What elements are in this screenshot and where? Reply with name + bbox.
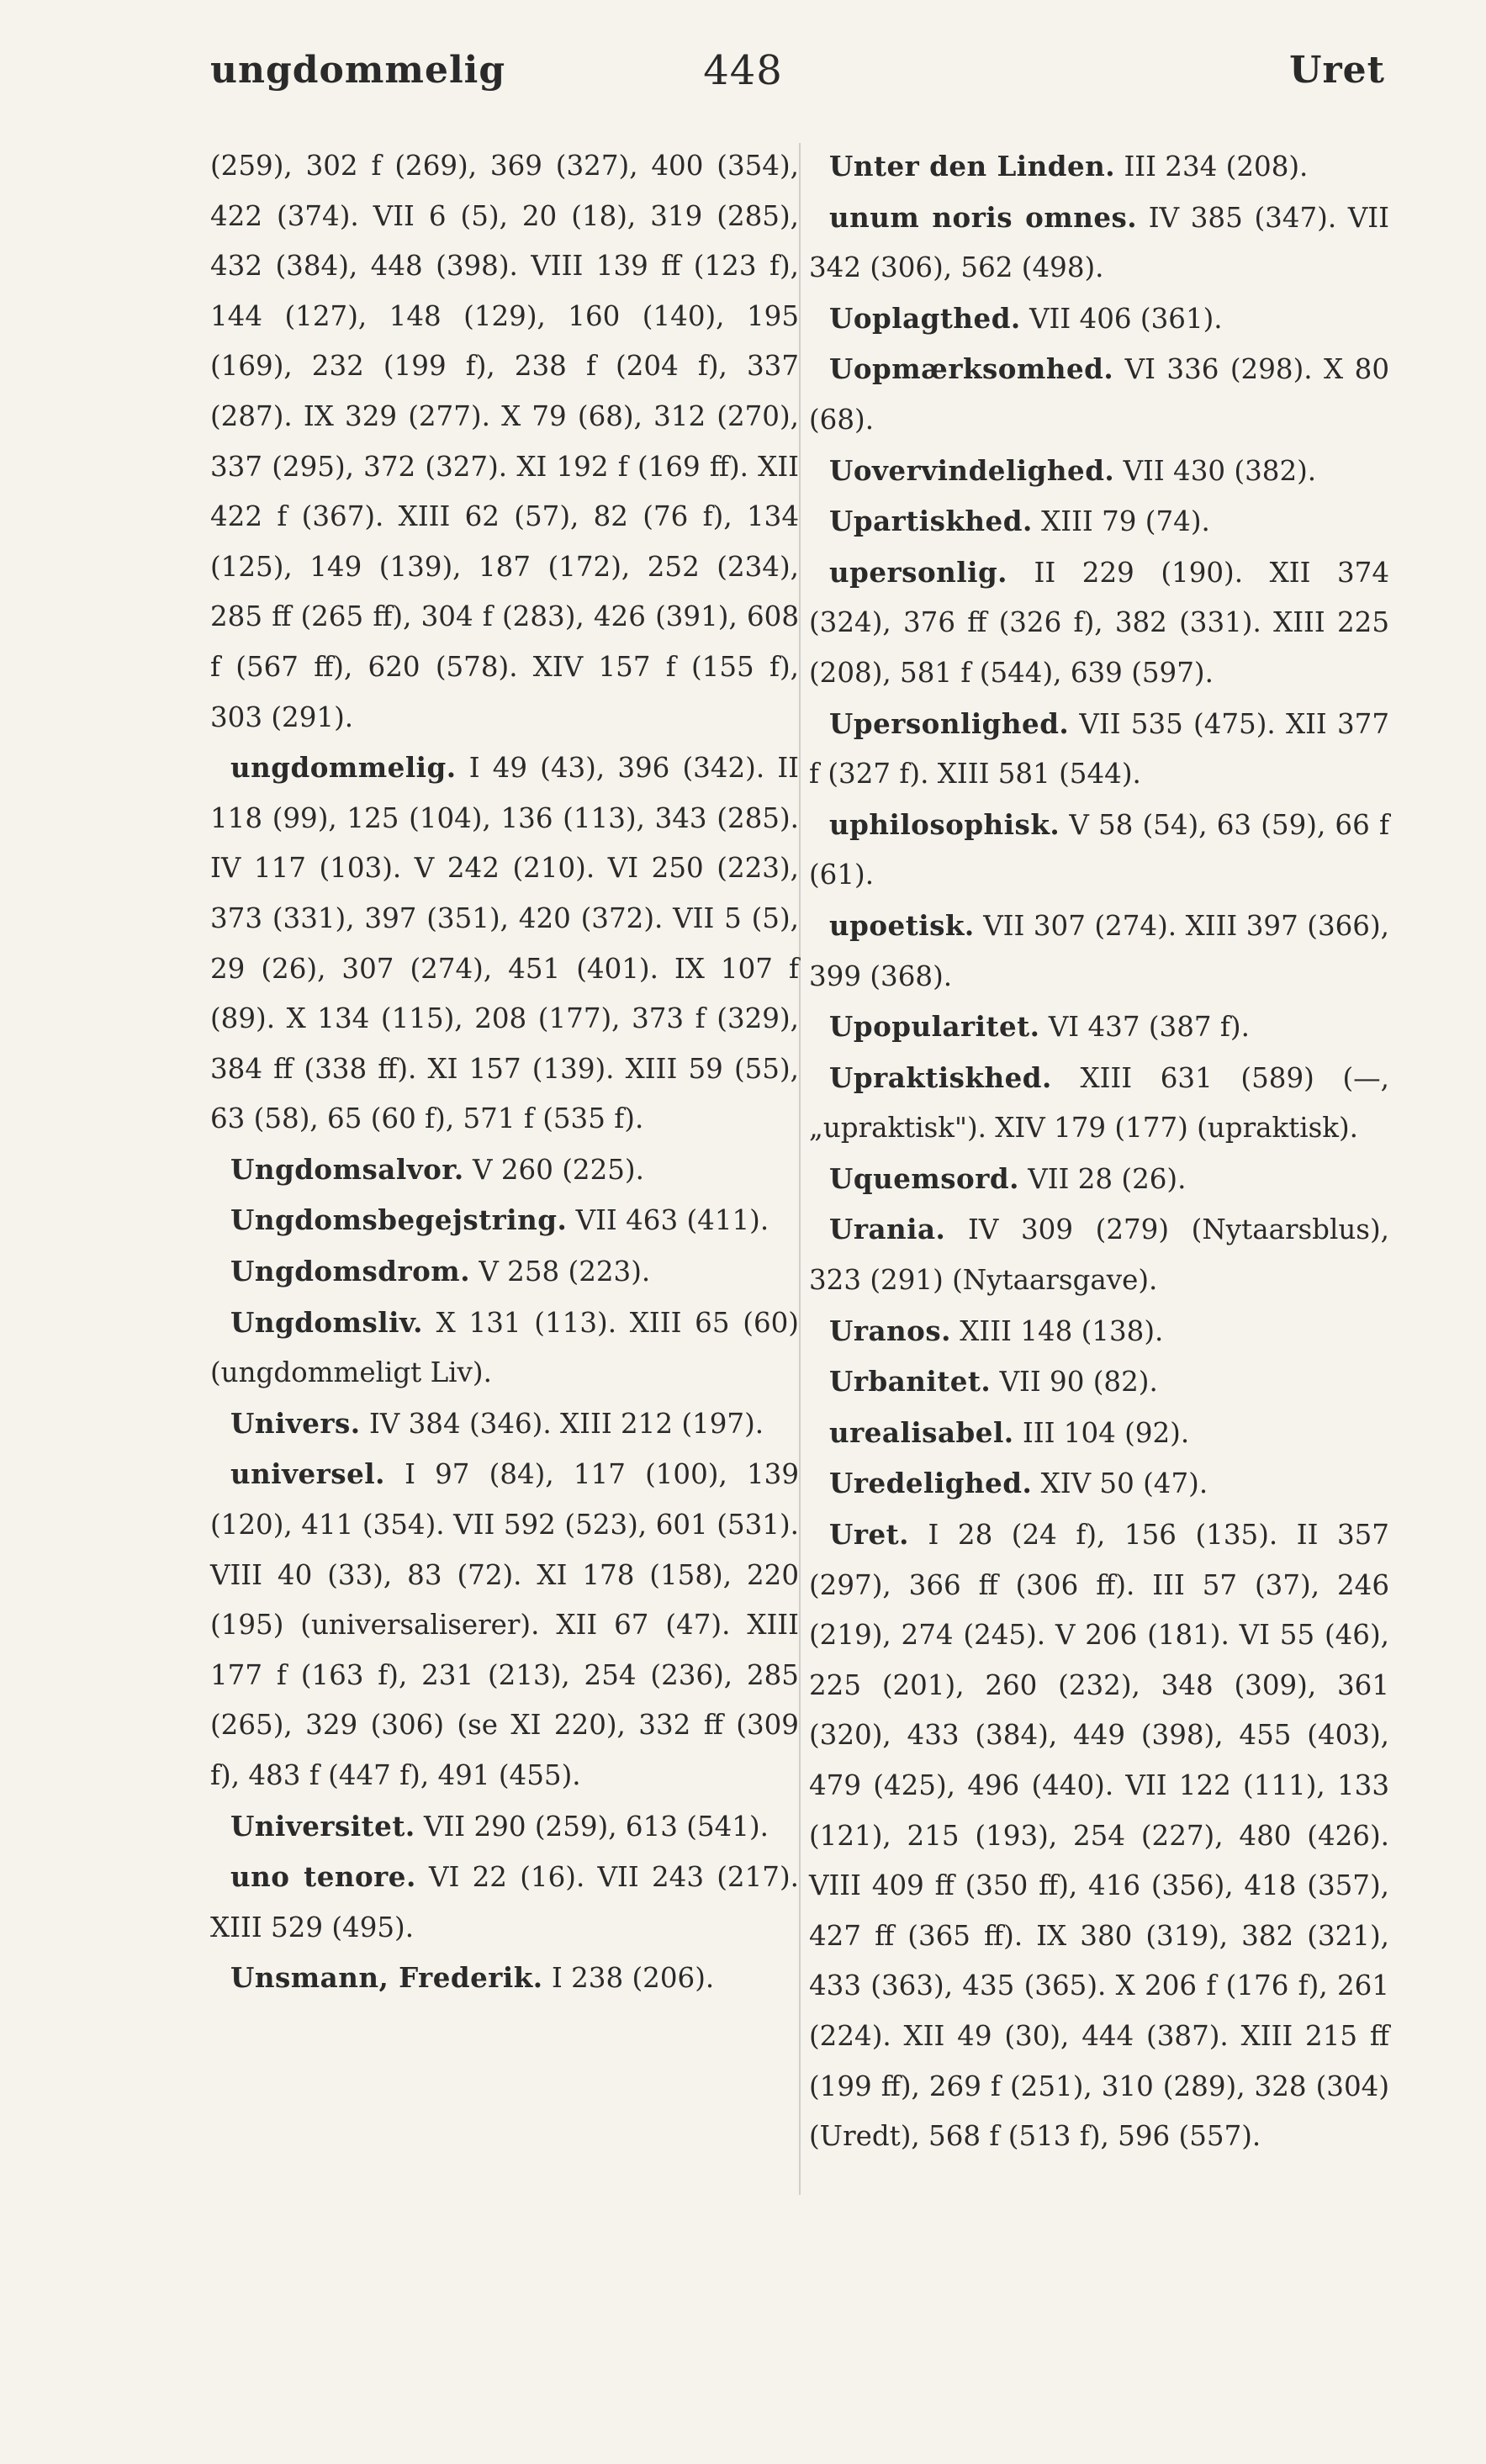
- index-entry: [809, 446, 1389, 497]
- index-entry: [809, 1356, 1389, 1408]
- entry-headword: ungdommelig.: [230, 751, 457, 785]
- entry-references: VII 307 (274). XIII 397 (366), 399 (368).: [809, 909, 1389, 992]
- entry-headword: Uret.: [829, 1518, 909, 1552]
- entry-headword: Ungdomsdrom.: [230, 1255, 471, 1288]
- entry-headword: Upopularitet.: [829, 1010, 1040, 1044]
- index-entry: [809, 1408, 1389, 1459]
- entry-references: I 97 (84), 117 (100), 139 (120), 411 (354). VII 592 (523), 601 (531). VIII 40 (33), 83 (72). XI 178 (158), 220 (195) (universaliserer). XII 67 (47). XIII 177 f (163 f), 231 (213), 254 (236), 285 (265), 329 (306) (se XI 220), 332 ff (309 f), 483 f (447 f), 491 (455).: [210, 1458, 799, 1791]
- entry-headword: Univers.: [230, 1406, 361, 1440]
- entry-headword: uno tenore.: [230, 1860, 416, 1894]
- entry-headword: Uredelighed.: [829, 1467, 1033, 1500]
- index-entry: [809, 1002, 1389, 1053]
- index-entry: [210, 1852, 799, 1953]
- entry-headword: Ungdomsbegejstring.: [230, 1203, 568, 1237]
- index-entry: [809, 800, 1389, 901]
- entry-references: I 28 (24 f), 156 (135). II 357 (297), 366 ff (306 ff). III 57 (37), 246 (219), 274 (245). V 206 (181). VI 55 (46), 225 (201), 260 (232), 348 (309), 361 (320), 433 (384), 449 (398), 455 (403), 479 (425), 496 (440). VII 122 (111), 133 (121), 215 (193), 254 (227), 480 (426). VIII 409 ff (350 ff), 416 (356), 418 (357), 427 ff (365 ff). IX 380 (319), 382 (321), 433 (363), 435 (365). X 206 f (176 f), 261 (224). XII 49 (30), 444 (387). XIII 215 ff (199 ff), 269 f (251), 310 (289), 328 (304) (Uredt), 568 f (513 f), 596 (557).: [809, 1519, 1389, 2153]
- entry-headword: upersonlig.: [829, 555, 1007, 589]
- entry-headword: Upraktiskhed.: [829, 1060, 1052, 1094]
- entry-headword: Upersonlighed.: [829, 706, 1070, 740]
- entry-headword: Universitet.: [230, 1809, 415, 1843]
- index-entry: [210, 743, 799, 1145]
- index-entry: [809, 193, 1389, 293]
- entry-references: I 49 (43), 396 (342). II 118 (99), 125 (104), 136 (113), 343 (285). IV 117 (103). V 242 (210). VI 250 (223), 373 (331), 397 (351), 420 (372). VII 5 (5), 29 (26), 307 (274), 451 (401). IX 107 f (89). X 134 (115), 208 (177), 373 f (329), 384 ff (338 ff). XI 157 (139). XIII 59 (55), 63 (58), 65 (60 f), 571 f (535 f).: [210, 752, 799, 1135]
- entry-headword: Urbanitet.: [829, 1365, 992, 1399]
- index-entry: [809, 699, 1389, 800]
- entry-headword: Uranos.: [829, 1314, 951, 1347]
- entry-references: VII 463 (411).: [567, 1204, 769, 1237]
- index-entry: [809, 1306, 1389, 1357]
- entry-headword: Ungdomsliv.: [230, 1305, 423, 1339]
- entry-headword: Unter den Linden.: [829, 150, 1116, 182]
- entry-references: XIV 50 (47).: [1032, 1467, 1208, 1500]
- entry-references: IV 385 (347). VII 342 (306), 562 (498).: [809, 201, 1389, 284]
- index-entry: [809, 1204, 1389, 1305]
- page-number: 448: [703, 47, 783, 94]
- index-entry: [210, 1953, 799, 2004]
- entry-headword: Uovervindelighed.: [829, 453, 1115, 487]
- running-head-right: Uret: [1289, 49, 1385, 92]
- entry-headword: Unsmann, Frederik.: [230, 1961, 543, 1995]
- index-entry: [210, 141, 799, 743]
- index-entry: [210, 1298, 799, 1399]
- entry-references: I 238 (206).: [542, 1962, 715, 1995]
- entry-headword: universel.: [230, 1457, 385, 1491]
- entry-references: X 131 (113). XIII 65 (60) (ungdommeligt Liv).: [210, 1306, 799, 1389]
- index-entry: [809, 1458, 1389, 1510]
- entry-references: VII 406 (361).: [1020, 302, 1223, 335]
- index-entry: [809, 141, 1389, 193]
- column-divider: [799, 143, 801, 2195]
- entry-references: V 258 (223).: [470, 1256, 651, 1288]
- running-head-left: ungdommelig: [210, 49, 506, 92]
- index-entry: [210, 1399, 799, 1450]
- index-entry: [809, 344, 1389, 445]
- entry-references: VI 336 (298). X 80 (68).: [809, 353, 1389, 436]
- entry-references: III 234 (208).: [1115, 151, 1309, 182]
- entry-headword: Uopmærksomhed.: [829, 352, 1114, 386]
- index-entry: [809, 496, 1389, 547]
- entry-references: VI 22 (16). VII 243 (217). XIII 529 (495).: [210, 1861, 799, 1943]
- entry-headword: Upartiskhed.: [829, 505, 1033, 538]
- index-entry: [809, 1154, 1389, 1205]
- entry-headword: unum noris omnes.: [829, 200, 1138, 234]
- entry-headword: Uquemsord.: [829, 1161, 1019, 1195]
- entry-headword: uphilosophisk.: [829, 807, 1060, 841]
- index-entry: [809, 901, 1389, 1002]
- index-entry: [809, 293, 1389, 345]
- entry-headword: Urania.: [829, 1213, 946, 1246]
- entry-references: VII 28 (26).: [1018, 1162, 1187, 1195]
- entry-references: VI 437 (387 f).: [1039, 1011, 1250, 1044]
- index-entry: [210, 1246, 799, 1298]
- entry-references: XIII 79 (74).: [1032, 505, 1210, 538]
- entry-headword: upoetisk.: [829, 908, 975, 942]
- entry-references: VII 535 (475). XII 377 f (327 f). XIII 581 (544).: [809, 707, 1389, 790]
- entry-references: II 229 (190). XII 374 (324), 376 ff (326 f), 382 (331). XIII 225 (208), 581 f (544), 639 (597).: [809, 556, 1389, 689]
- left-column: [210, 141, 799, 2004]
- entry-references: XIII 148 (138).: [950, 1314, 1164, 1347]
- entry-headword: Ungdomsalvor.: [230, 1152, 464, 1186]
- index-entry: [210, 1449, 799, 1800]
- entry-references: VII 430 (382).: [1114, 454, 1317, 487]
- entry-references: VII 90 (82).: [991, 1366, 1158, 1399]
- entry-references: VII 290 (259), 613 (541).: [415, 1810, 769, 1843]
- entry-references: V 58 (54), 63 (59), 66 f (61).: [809, 808, 1389, 891]
- index-entry: [210, 1145, 799, 1196]
- index-entry: [809, 1510, 1389, 2162]
- entry-headword: Uoplagthed.: [829, 301, 1021, 335]
- index-entry: [809, 547, 1389, 699]
- entry-references: (259), 302 f (269), 369 (327), 400 (354), 422 (374). VII 6 (5), 20 (18), 319 (285), 432 (384), 448 (398). VIII 139 ff (123 f), 144 (127), 148 (129), 160 (140), 195 (169), 232 (199 f), 238 f (204 f), 337 (287). IX 329 (277). X 79 (68), 312 (270), 337 (295), 372 (327). XI 192 f (169 ff). XII 422 f (367). XIII 62 (57), 82 (76 f), 134 (125), 149 (139), 187 (172), 252 (234), 285 ff (265 ff), 304 f (283), 426 (391), 608 f (567 ff), 620 (578). XIV 157 f (155 f), 303 (291).: [210, 150, 799, 733]
- entry-references: IV 309 (279) (Nytaarsblus), 323 (291) (Nytaarsgave).: [809, 1213, 1389, 1297]
- entry-references: XIII 631 (589) (—, „upraktisk"). XIV 179 (177) (upraktisk).: [809, 1061, 1389, 1145]
- entry-references: V 260 (225).: [463, 1153, 644, 1186]
- right-column: [809, 141, 1389, 2162]
- index-entry: [809, 1053, 1389, 1154]
- entry-references: IV 384 (346). XIII 212 (197).: [360, 1407, 764, 1440]
- index-entry: [210, 1801, 799, 1853]
- entry-references: III 104 (92).: [1013, 1416, 1190, 1449]
- index-entry: [210, 1195, 799, 1246]
- entry-headword: urealisabel.: [829, 1415, 1014, 1449]
